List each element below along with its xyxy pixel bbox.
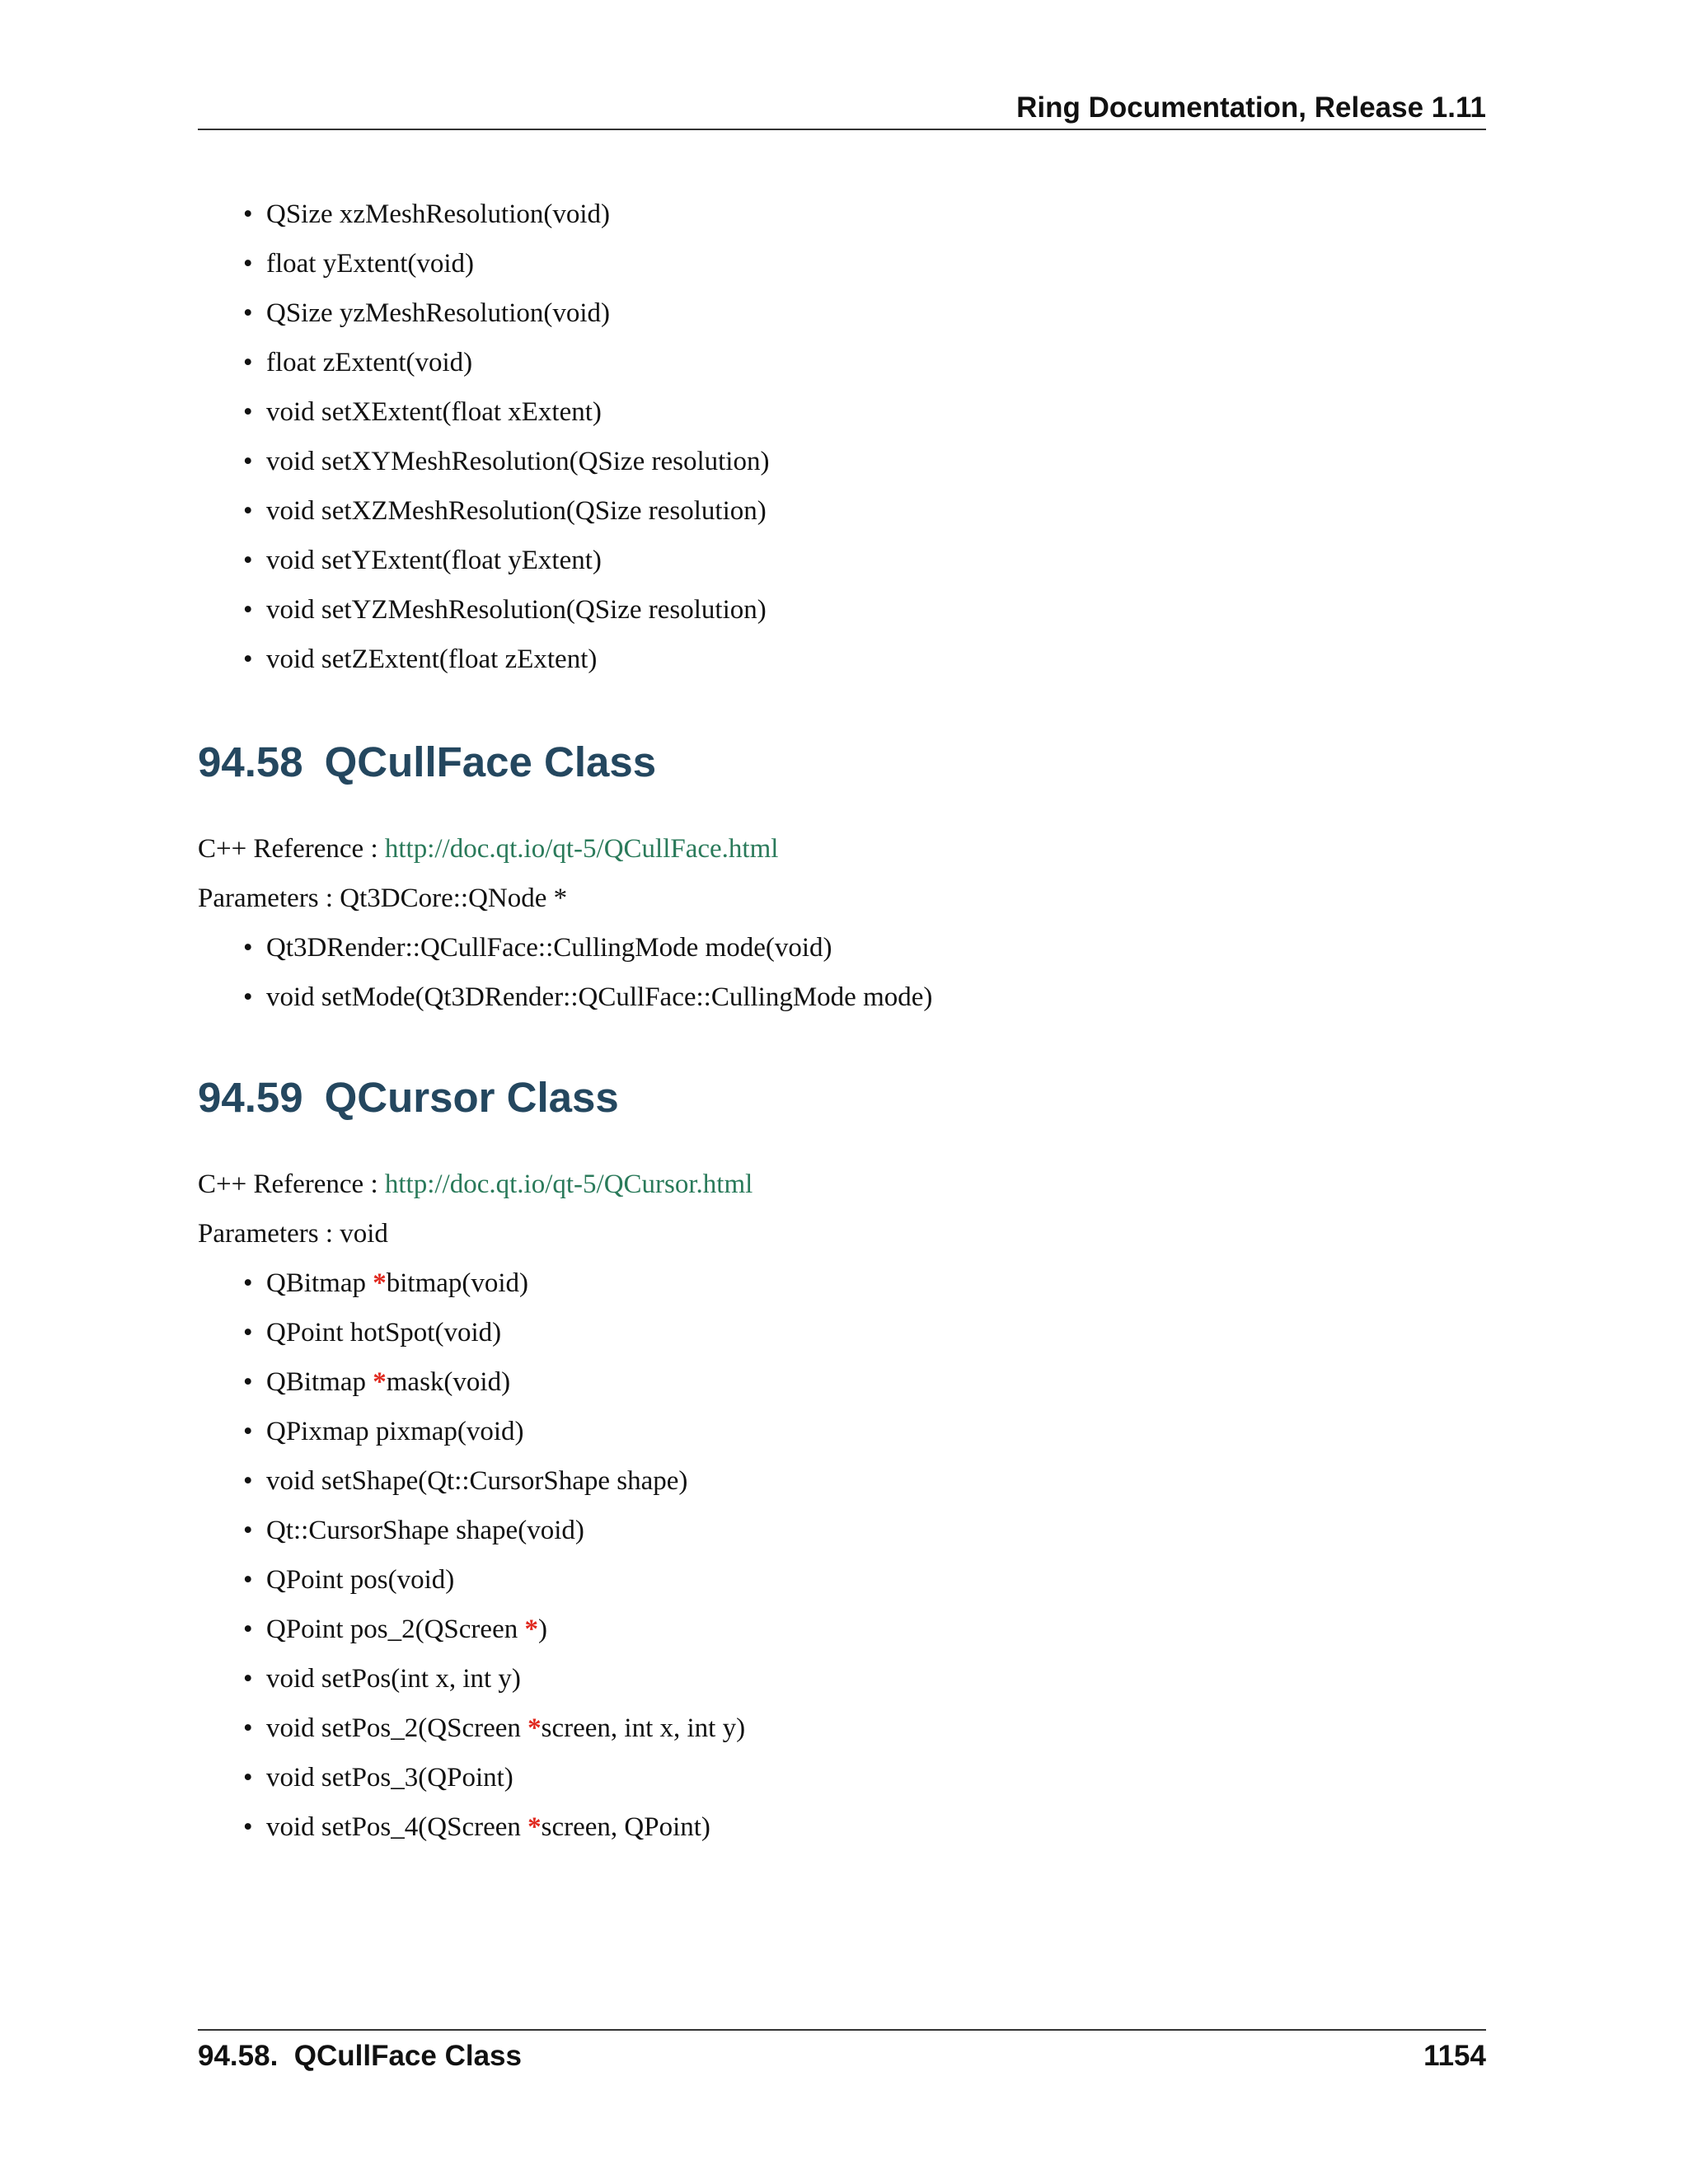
cpp-reference-qcullface [198,832,778,865]
reference-link[interactable]: http://doc.qt.io/qt-5/QCursor.html [384,1169,753,1199]
footer-section-title: 94.58. QCullFace Class [198,2040,522,2072]
pointer-star: * [373,1268,387,1298]
reference-link[interactable]: http://doc.qt.io/qt-5/QCullFace.html [384,834,779,864]
section-heading-qcursor [198,1073,619,1122]
reference-label: C++ Reference : [198,834,385,864]
section-number: 94.58 [198,738,303,785]
pointer-star: * [528,1713,542,1743]
section-heading-qcullface [198,738,656,787]
pointer-star: * [528,1812,542,1842]
page-header [198,91,1486,130]
page-footer [198,2029,1486,2080]
section-number: 94.59 [198,1074,303,1121]
parameters-qcullface: Parameters : Qt3DCore::QNode * [198,883,568,913]
reference-label: C++ Reference : [198,1169,385,1199]
document-title: Ring Documentation, Release 1.11 [1016,91,1486,124]
pointer-star: * [373,1367,387,1397]
page-number: 1154 [1423,2040,1486,2072]
pointer-star: * [524,1615,538,1644]
cpp-reference-qcursor [198,1168,753,1201]
parameters-qcursor: Parameters : void [198,1219,388,1249]
section-title-text: QCursor Class [324,1074,619,1121]
section-title-text: QCullFace Class [324,738,657,785]
